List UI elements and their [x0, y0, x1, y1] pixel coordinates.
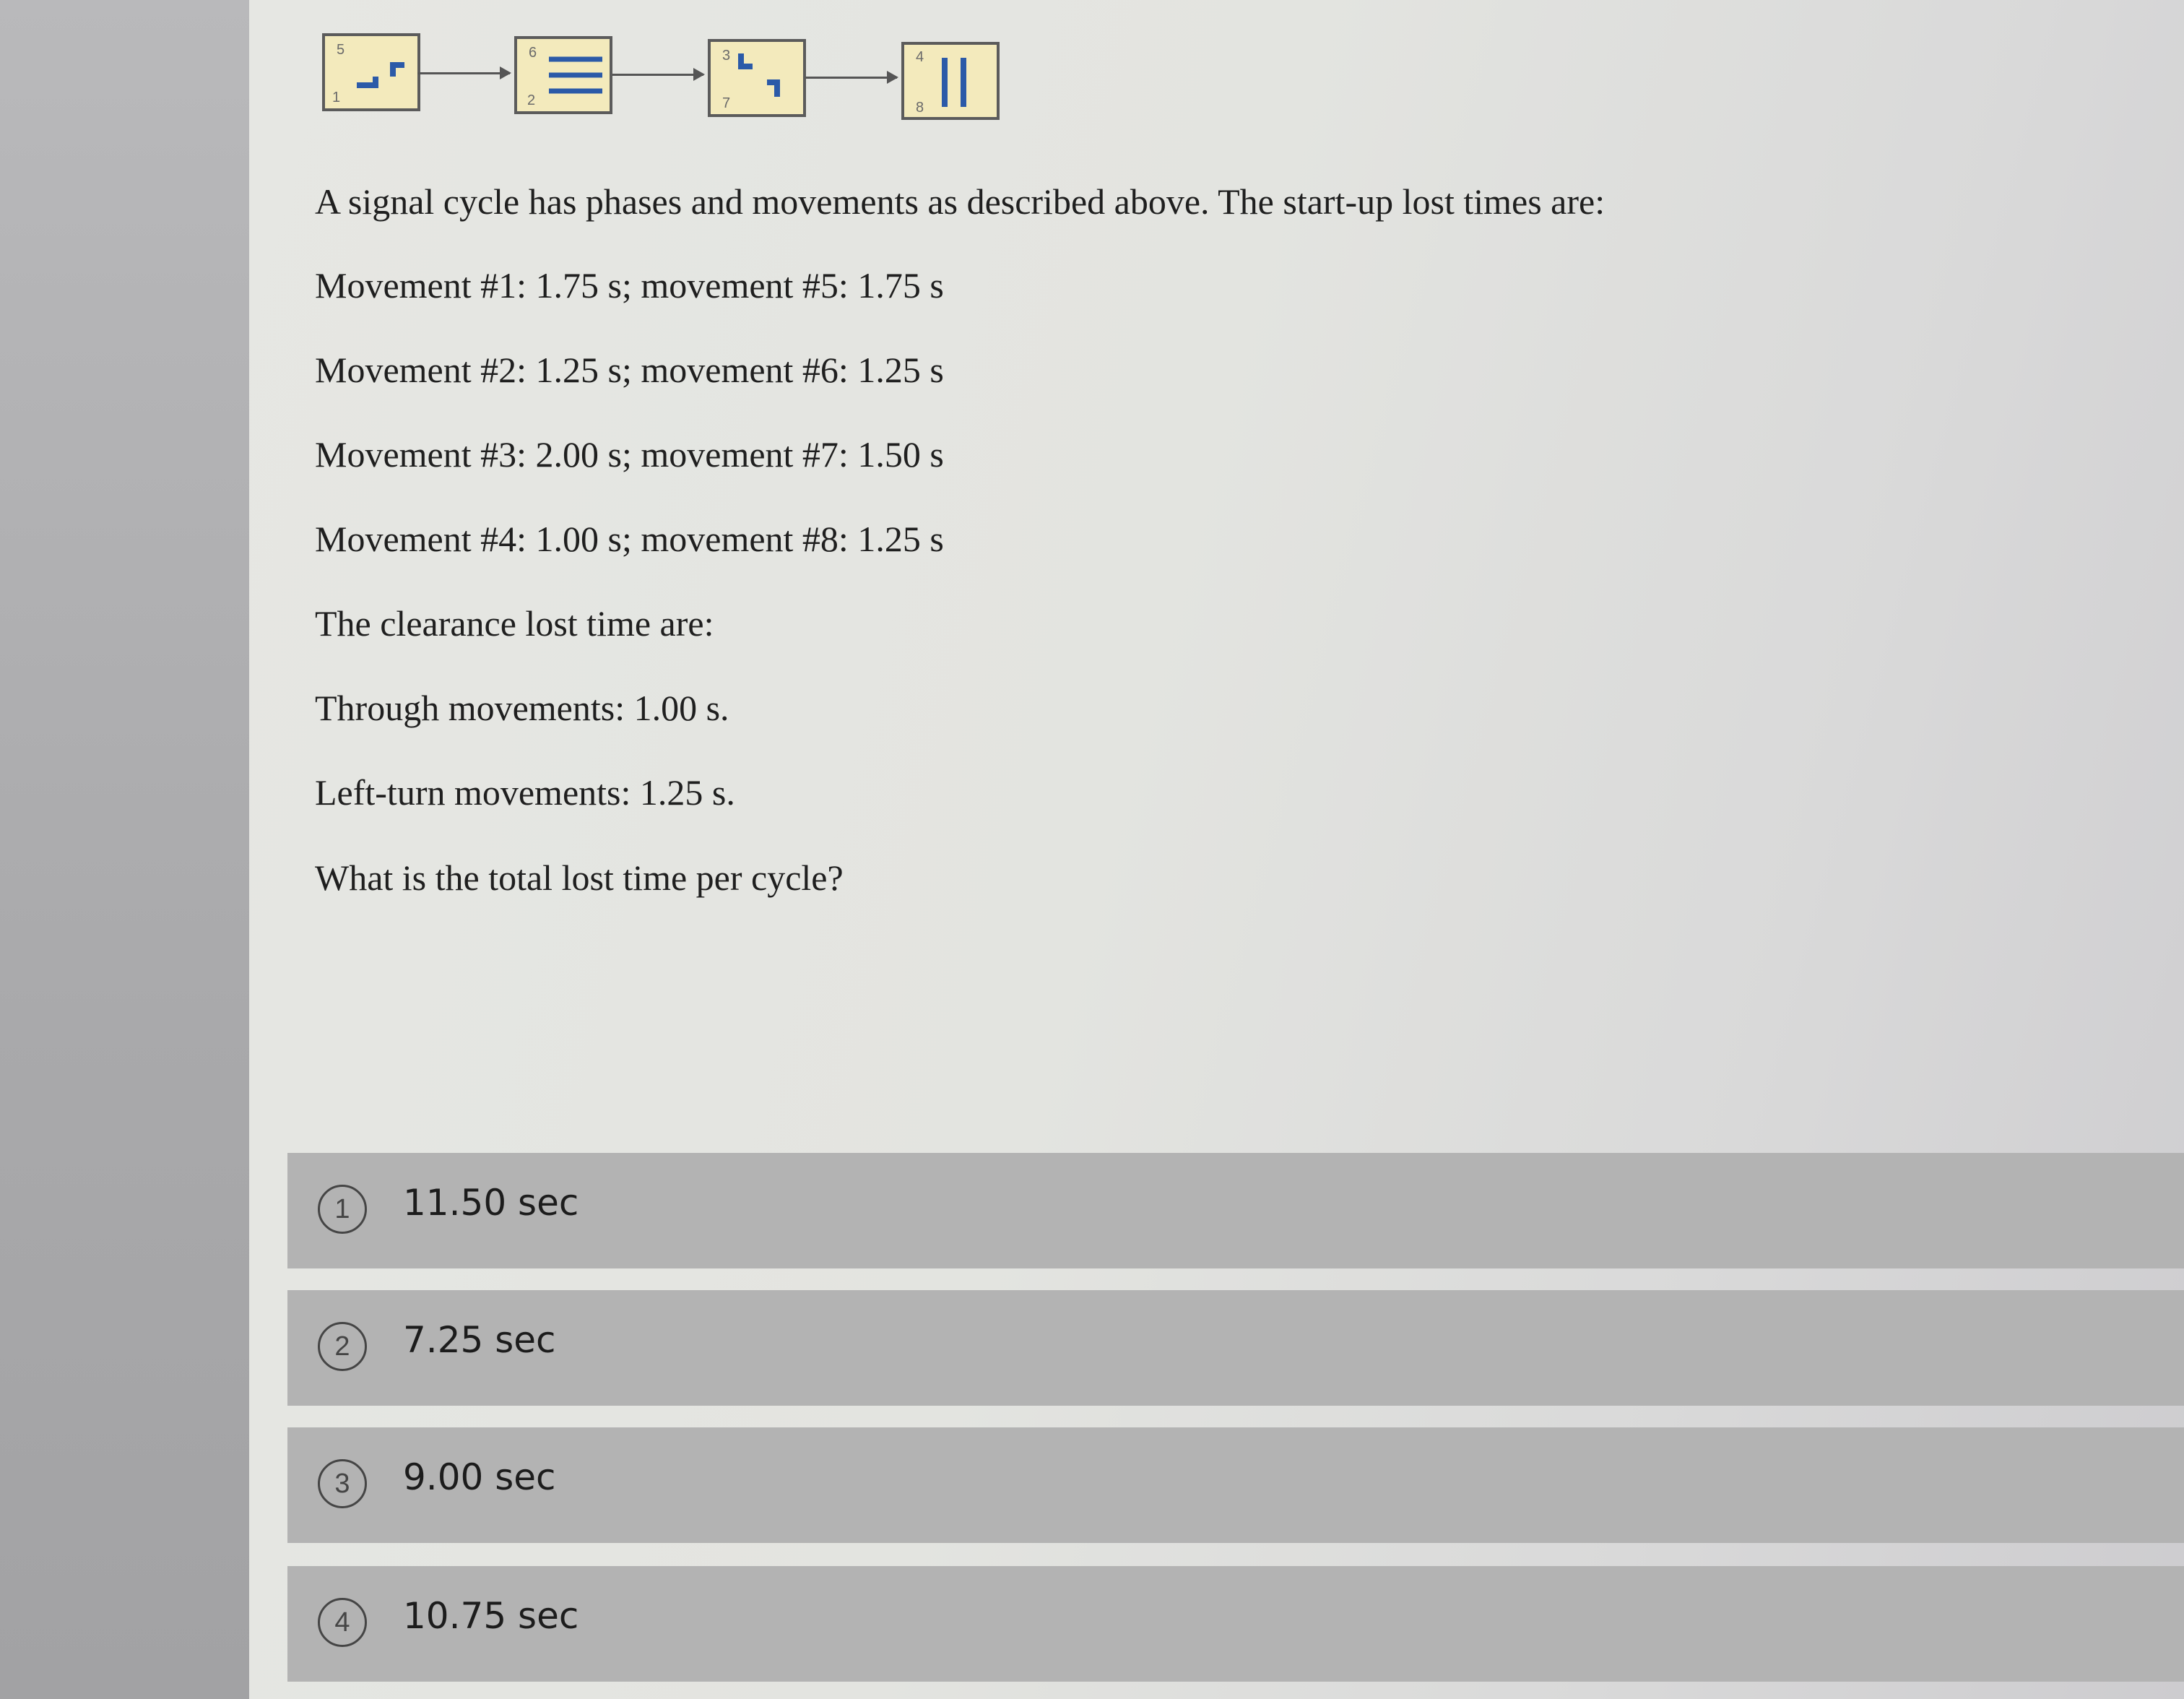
phase-bottom-number: 1 — [332, 90, 341, 105]
phase-box-2 — [514, 36, 612, 114]
phase-diagram — [318, 29, 1011, 130]
answer-option-2[interactable] — [287, 1290, 2184, 1406]
question-line: Left-turn movements: 1.25 s. — [315, 772, 735, 813]
phase-bottom-number: 8 — [916, 100, 924, 116]
question-line: Through movements: 1.00 s. — [315, 688, 729, 728]
phase-top-number: 6 — [529, 45, 537, 61]
phase-box-1 — [322, 33, 420, 111]
answer-option-1[interactable] — [287, 1153, 2184, 1268]
phase-box-4 — [901, 42, 1000, 120]
left-turn-arrows-icon — [325, 36, 417, 108]
phase-bottom-number: 7 — [722, 95, 731, 111]
phase-top-number: 4 — [916, 49, 924, 65]
answer-option-4[interactable] — [287, 1566, 2184, 1682]
phase-connector-arrow — [806, 77, 897, 79]
option-label: 10.75 sec — [403, 1595, 579, 1637]
left-turn-arrows-icon — [711, 42, 803, 114]
option-number-circle: 3 — [318, 1459, 367, 1508]
through-arrows-icon — [517, 39, 610, 111]
phase-top-number: 5 — [337, 42, 345, 58]
phase-bottom-number: 2 — [527, 92, 536, 108]
phase-box-3 — [708, 39, 806, 117]
question-prompt: What is the total lost time per cycle? — [315, 857, 844, 898]
option-label: 7.25 sec — [403, 1319, 556, 1361]
question-intro: A signal cycle has phases and movements as described above. The start-up lost times are: — [315, 181, 1606, 222]
left-margin — [0, 0, 249, 1699]
option-label: 9.00 sec — [403, 1456, 556, 1498]
option-number-circle: 4 — [318, 1598, 367, 1647]
phase-top-number: 3 — [722, 48, 731, 64]
question-line: Movement #2: 1.25 s; movement #6: 1.25 s — [315, 350, 944, 390]
question-line: Movement #4: 1.00 s; movement #8: 1.25 s — [315, 519, 944, 559]
phase-connector-arrow — [612, 74, 703, 76]
option-label: 11.50 sec — [403, 1182, 579, 1224]
question-line: The clearance lost time are: — [315, 603, 714, 644]
through-arrows-icon — [904, 45, 997, 117]
option-number-circle: 1 — [318, 1185, 367, 1234]
answer-option-3[interactable] — [287, 1427, 2184, 1543]
question-line: Movement #1: 1.75 s; movement #5: 1.75 s — [315, 265, 944, 306]
question-line: Movement #3: 2.00 s; movement #7: 1.50 s — [315, 434, 944, 475]
option-number-circle: 2 — [318, 1322, 367, 1371]
phase-connector-arrow — [417, 72, 510, 74]
